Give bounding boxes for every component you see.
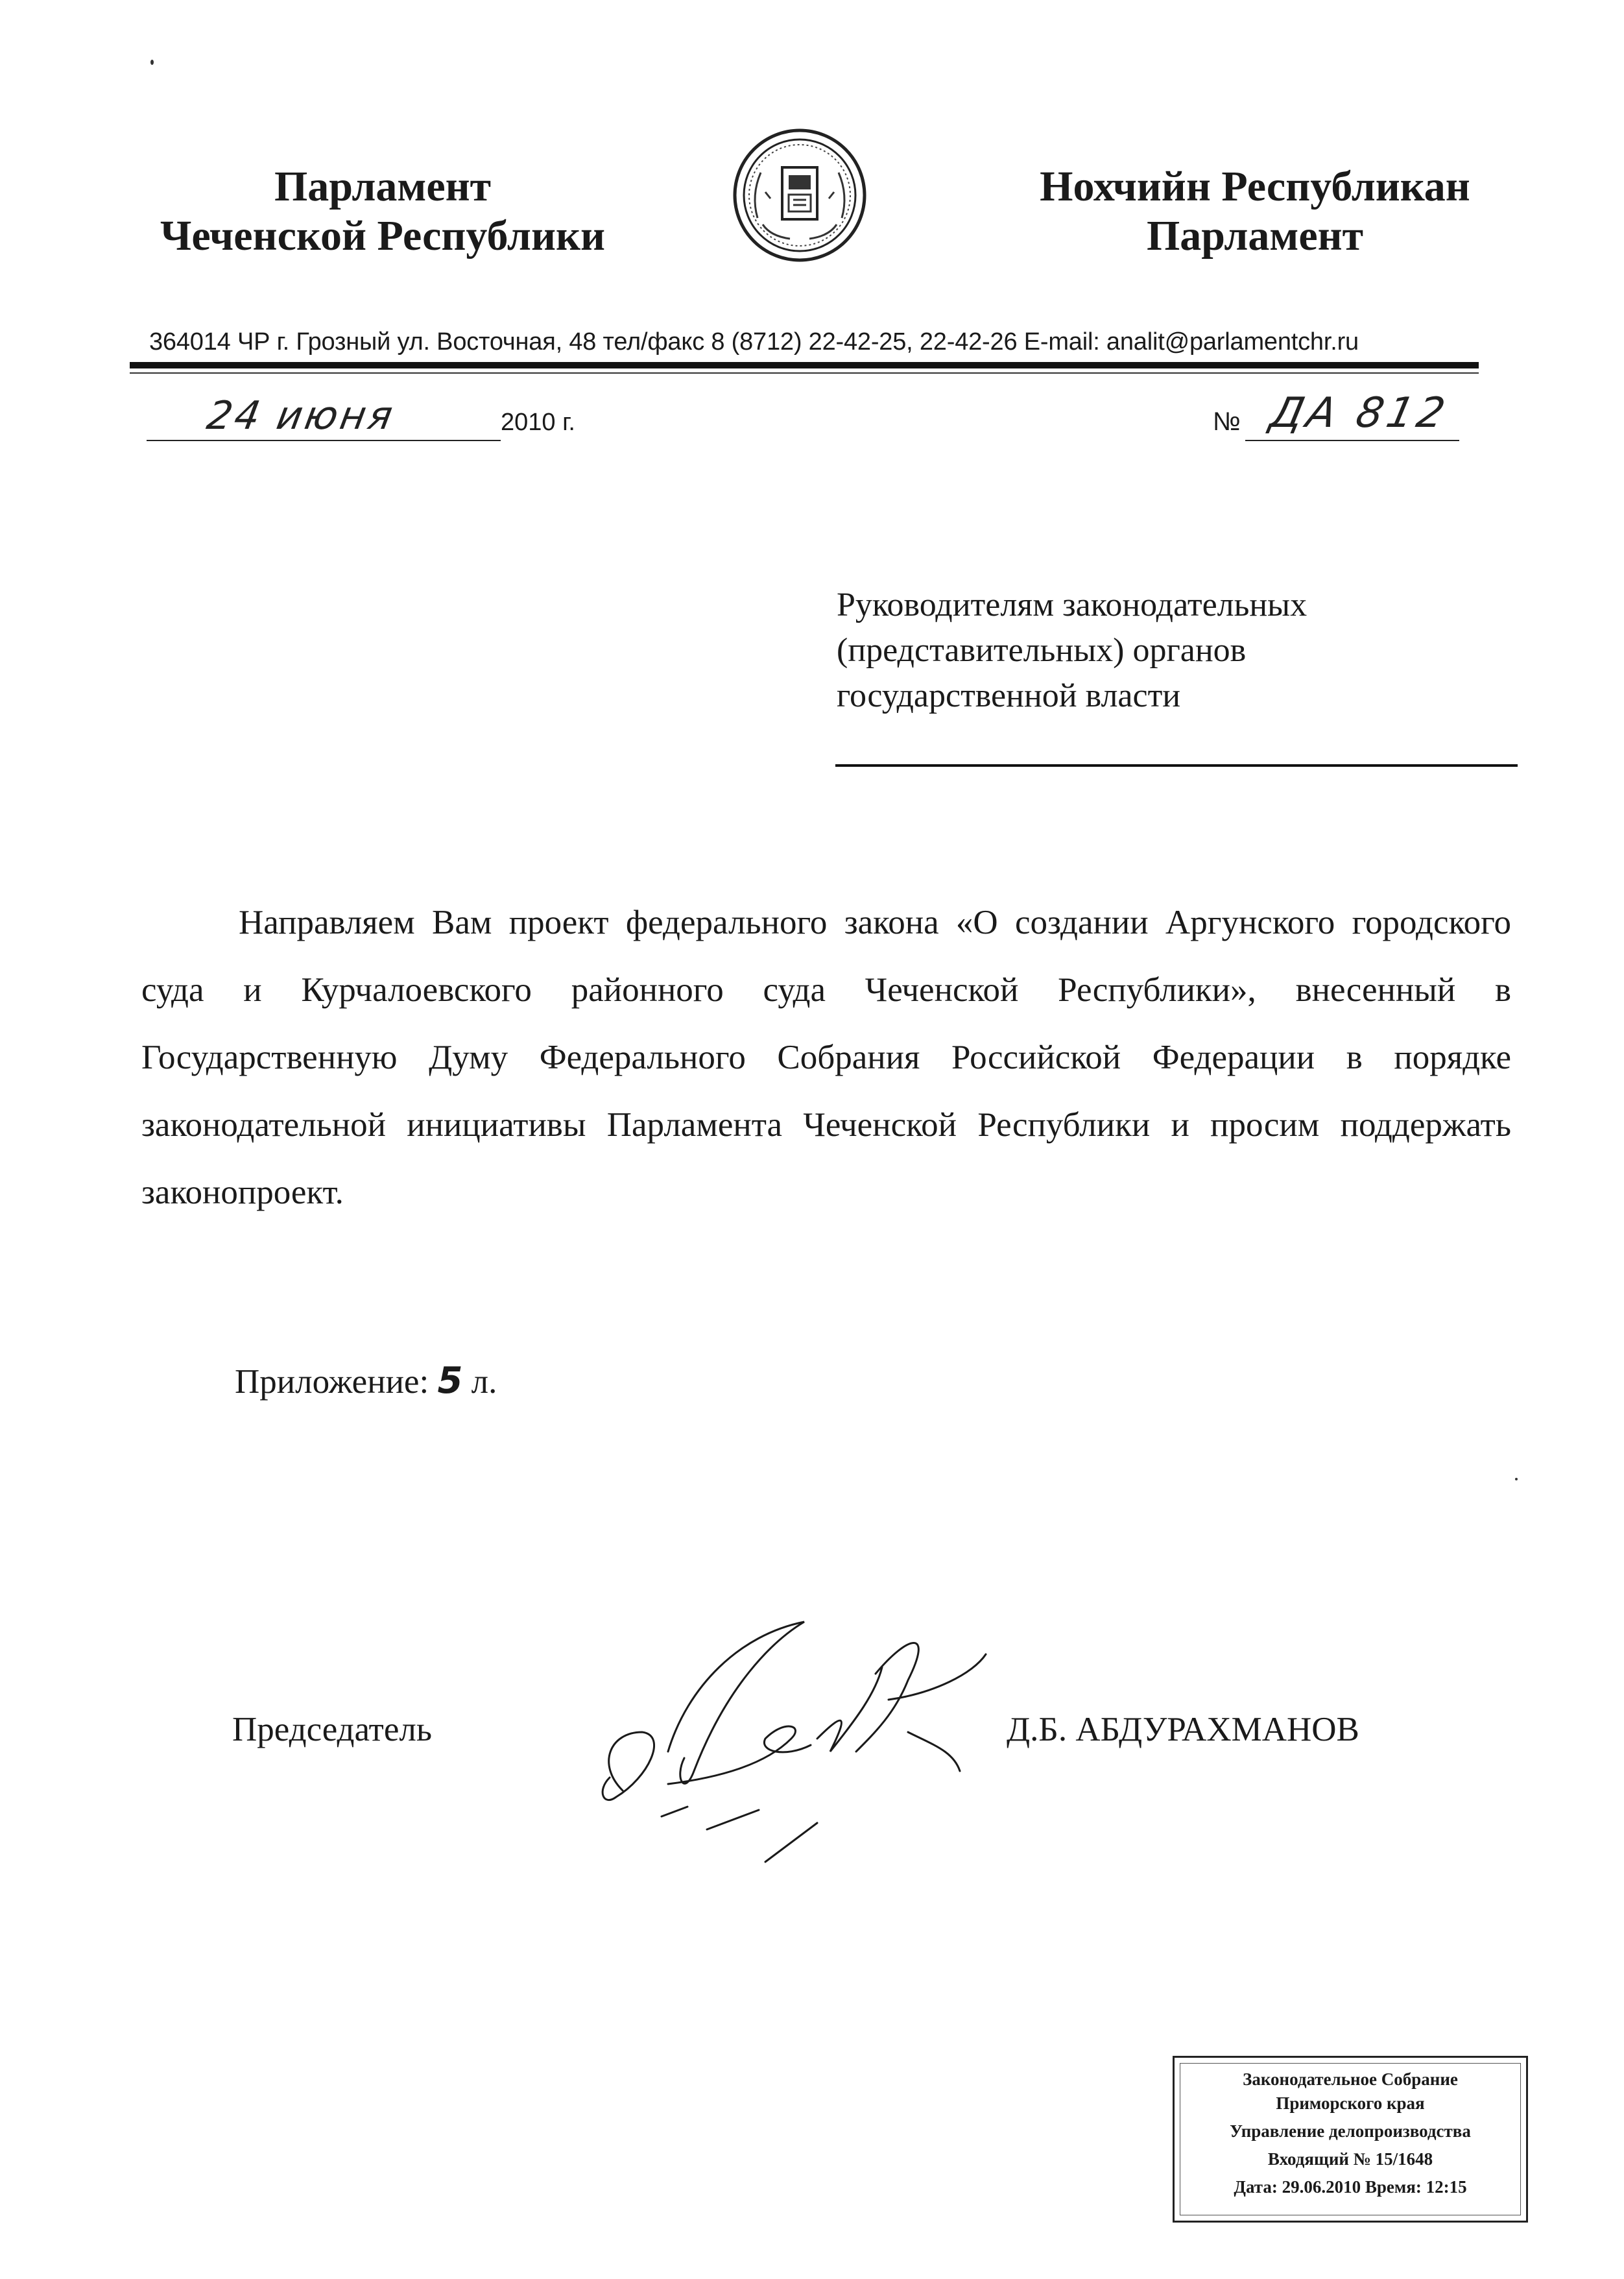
number-sign: № <box>1213 407 1241 436</box>
letterhead-right-line2: Парламент <box>1146 212 1364 259</box>
handwritten-date: 24 июня <box>203 393 399 439</box>
letterhead-left <box>123 162 642 261</box>
scan-speck <box>1515 1478 1518 1480</box>
recipient-line3: государственной власти <box>837 677 1181 714</box>
attachment-count: 5 <box>437 1360 463 1402</box>
header-divider-thin <box>130 372 1479 374</box>
address-line: 364014 ЧР г. Грозный ул. Восточная, 48 тел/факс 8 (8712) 22-42-25, 22-42-26 E-mail: analit@parlamentchr.ru <box>149 328 1359 356</box>
letterhead-right-line1: Нохчийн Республикан <box>1040 163 1470 210</box>
letterhead-left-line2: Чеченской Республики <box>160 212 606 259</box>
attachment-unit: л. <box>471 1363 497 1401</box>
scan-speck <box>150 60 154 65</box>
handwritten-reg-number: ДА 812 <box>1266 389 1453 437</box>
recipient-line2: (представительных) органов <box>837 632 1247 669</box>
attachment-label: Приложение: <box>235 1363 429 1401</box>
incoming-stamp-inner <box>1180 2063 1521 2215</box>
signer-name: Д.Б. АБДУРАХМАНОВ <box>1007 1711 1359 1748</box>
signature-icon <box>571 1583 1025 1888</box>
stamp-line2: Приморского края <box>1276 2093 1425 2113</box>
header-divider-thick <box>130 362 1479 368</box>
stamp-line4: Входящий № 15/1648 <box>1267 2149 1433 2169</box>
recipient-underline <box>835 764 1518 767</box>
letter-body: Направляем Вам проект федерального закона «О создании Аргунского городского суда и Курчалоевского районного суда Чеченской Республики», внесенный в Государственную Думу Федерального Собрания Российской Федерации в порядке законодательной инициативы Парламента Чеченской Республики и просим поддержать законопроект. <box>141 904 1511 1211</box>
stamp-line3: Управление делопроизводства <box>1230 2121 1471 2141</box>
incoming-stamp <box>1173 2056 1528 2223</box>
signer-title: Председатель <box>232 1711 432 1748</box>
coat-of-arms-icon <box>732 127 868 263</box>
recipient-line1: Руководителям законодательных <box>837 586 1308 623</box>
stamp-line1: Законодательное Собрание <box>1243 2069 1458 2089</box>
recipient-block <box>837 583 1518 719</box>
stamp-line5: Дата: 29.06.2010 Время: 12:15 <box>1234 2177 1467 2197</box>
date-year: 2010 г. <box>501 409 575 436</box>
attachment-line <box>235 1360 497 1402</box>
letterhead-left-line1: Парламент <box>274 163 492 210</box>
letterhead-right <box>973 162 1537 261</box>
